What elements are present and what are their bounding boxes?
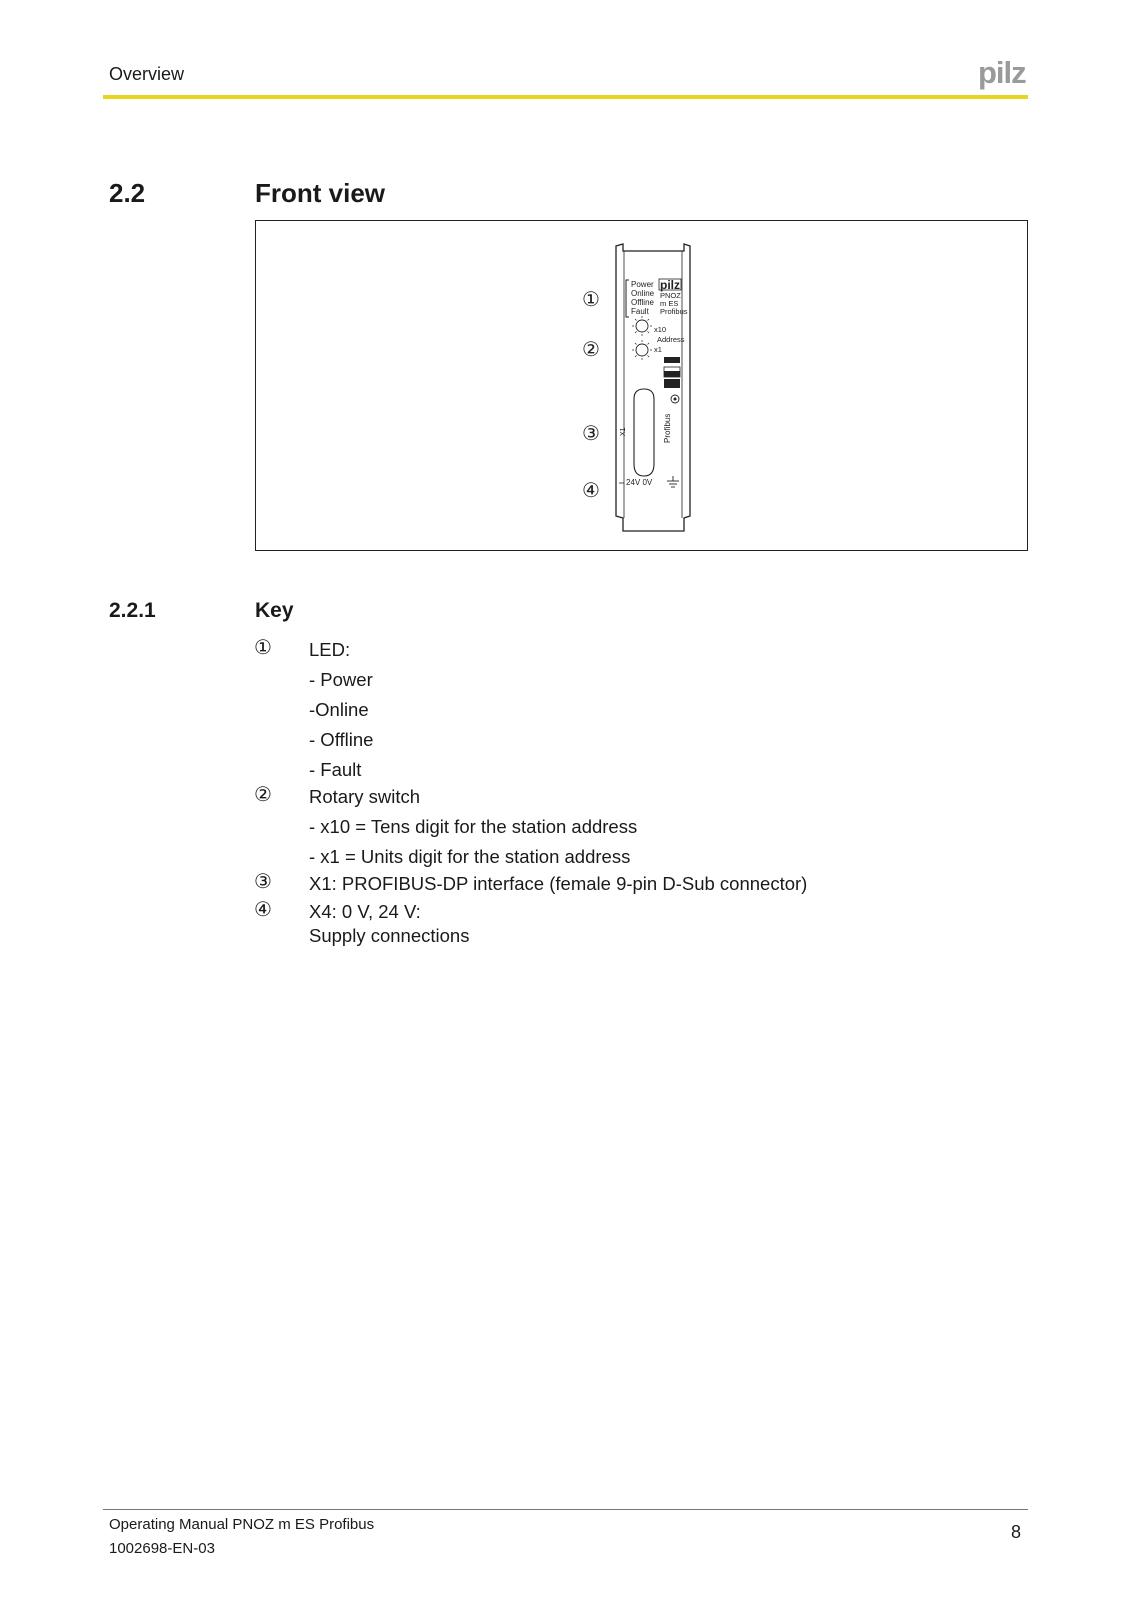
dsub-connector-icon	[634, 389, 654, 476]
page-number: 8	[1011, 1522, 1022, 1542]
connector-x1-label: X1	[620, 427, 627, 436]
key-text: - x10 = Tens digit for the station address	[309, 816, 638, 837]
subsection-title: Key	[255, 599, 294, 622]
section-title: Front view	[255, 178, 386, 208]
footer-document-id: 1002698-EN-03	[109, 1540, 215, 1557]
key-text: - Power	[309, 669, 373, 690]
callout-4: ④	[582, 480, 600, 502]
key-marker-3: ③	[254, 871, 272, 893]
key-text: -Online	[309, 699, 369, 720]
switch-x10-label: x10	[654, 325, 667, 334]
profibus-label: Profibus	[663, 413, 672, 443]
key-marker-4: ④	[254, 899, 272, 921]
key-text: Supply connections	[309, 925, 470, 946]
supply-label: 24V 0V	[626, 478, 653, 487]
key-marker-2: ②	[254, 784, 272, 806]
callout-3: ③	[582, 423, 600, 445]
callout-1: ①	[582, 289, 600, 311]
key-text: X1: PROFIBUS-DP interface (female 9-pin D-Sub connector)	[309, 873, 808, 894]
switch-x1-label: x1	[654, 345, 662, 354]
led-label-fault: Fault	[631, 307, 649, 316]
footer-rule	[103, 1509, 1028, 1510]
device-product-line: Profibus	[660, 307, 688, 316]
led-label-online: Online	[631, 289, 655, 298]
address-label: Address	[657, 335, 685, 344]
led-bracket	[626, 280, 629, 317]
key-text: Rotary switch	[309, 786, 421, 807]
device-product-line: m ES	[660, 299, 679, 308]
front-view-figure	[255, 220, 1028, 551]
key-marker-1: ①	[254, 637, 272, 659]
device-logo: pilz	[660, 278, 680, 292]
key-text: - x1 = Units digit for the station address	[309, 846, 631, 867]
rotary-switch-x10-icon	[636, 320, 648, 332]
rotary-switch-ticks	[632, 316, 652, 360]
label-chips	[664, 357, 680, 388]
callout-2: ②	[582, 339, 600, 361]
rotary-switch-x1-icon	[636, 344, 648, 356]
led-label-offline: Offline	[631, 298, 654, 307]
device-product-line: PNOZ	[660, 291, 681, 300]
section-number: 2.2	[109, 178, 146, 208]
header-rule	[103, 95, 1028, 99]
key-text: X4: 0 V, 24 V:	[309, 901, 421, 922]
key-text: - Fault	[309, 759, 362, 780]
led-label-power: Power	[631, 280, 654, 289]
footer-manual-title: Operating Manual PNOZ m ES Profibus	[109, 1516, 375, 1533]
subsection-number: 2.2.1	[109, 599, 156, 622]
device-front-drawing	[256, 221, 1029, 552]
header-section-title: Overview	[109, 64, 185, 84]
ground-icon	[667, 476, 679, 487]
screw-center	[674, 398, 677, 401]
key-text: - Offline	[309, 729, 374, 750]
pilz-logo: pilz	[978, 55, 1026, 90]
key-text: LED:	[309, 639, 351, 660]
